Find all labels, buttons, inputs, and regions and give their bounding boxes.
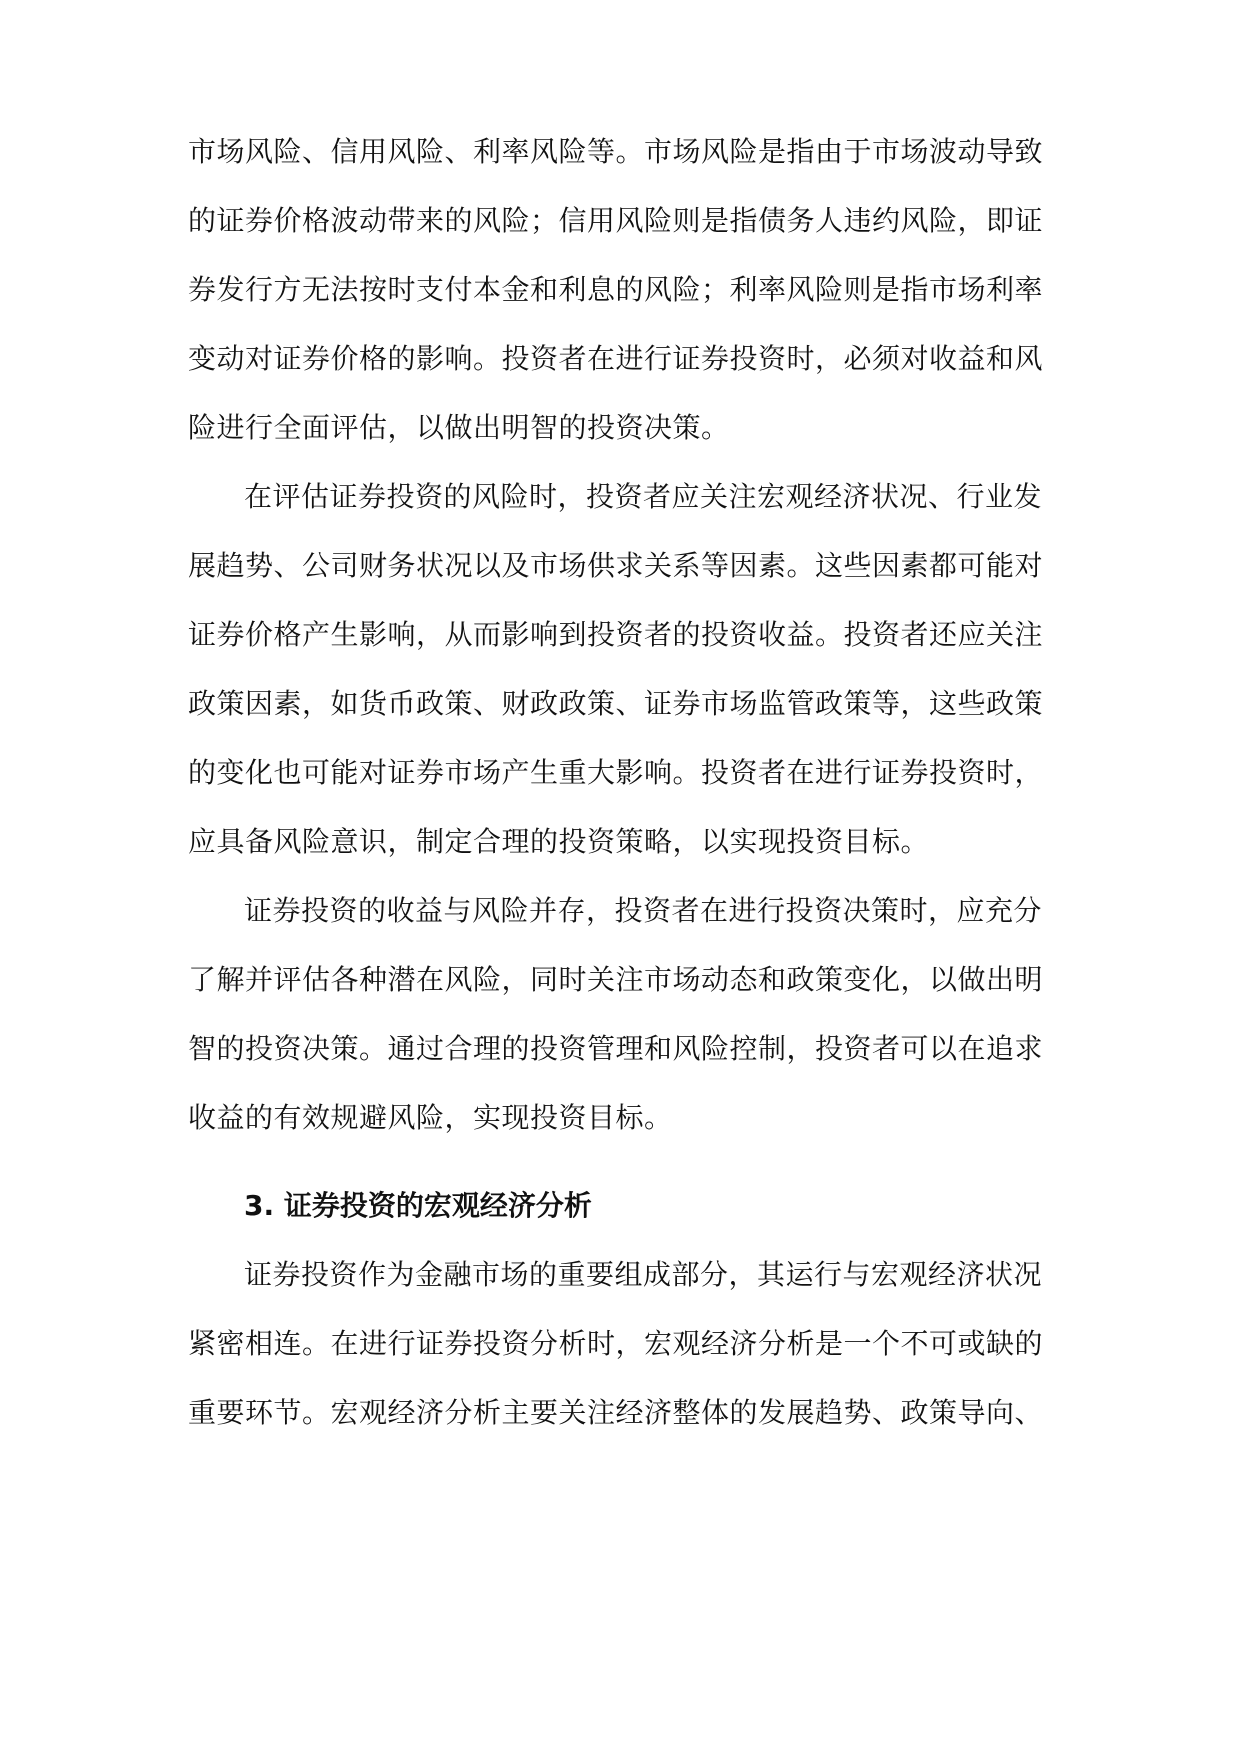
paragraph-line: 券发行方无法按时支付本金和利息的风险；利率风险则是指市场利率 [188, 273, 1044, 306]
paragraph-line: 智的投资决策。通过合理的投资管理和风险控制，投资者可以在追求 [188, 1032, 1044, 1065]
paragraph-line: 展趋势、公司财务状况以及市场供求关系等因素。这些因素都可能对 [188, 549, 1044, 582]
paragraph-line: 在评估证券投资的风险时，投资者应关注宏观经济状况、行业发 [244, 480, 1043, 513]
section-heading: 3. 证券投资的宏观经济分析 [244, 1189, 592, 1222]
paragraph-line: 变动对证券价格的影响。投资者在进行证券投资时，必须对收益和风 [188, 342, 1044, 375]
paragraph-line: 的变化也可能对证券市场产生重大影响。投资者在进行证券投资时， [188, 756, 1044, 789]
paragraph-line: 收益的有效规避风险，实现投资目标。 [188, 1101, 673, 1134]
paragraph-line: 政策因素，如货币政策、财政政策、证券市场监管政策等，这些政策 [188, 687, 1044, 720]
paragraph-line: 应具备风险意识，制定合理的投资策略，以实现投资目标。 [188, 825, 930, 858]
paragraph-line: 了解并评估各种潜在风险，同时关注市场动态和政策变化，以做出明 [188, 963, 1044, 996]
paragraph-line: 证券价格产生影响，从而影响到投资者的投资收益。投资者还应关注 [188, 618, 1044, 651]
paragraph-line: 险进行全面评估，以做出明智的投资决策。 [188, 411, 730, 444]
paragraph-line: 证券投资作为金融市场的重要组成部分，其运行与宏观经济状况 [244, 1258, 1043, 1291]
paragraph-line: 证券投资的收益与风险并存，投资者在进行投资决策时，应充分 [244, 894, 1043, 927]
paragraph-line: 的证券价格波动带来的风险；信用风险则是指债务人违约风险，即证 [188, 204, 1044, 237]
paragraph-line: 市场风险、信用风险、利率风险等。市场风险是指由于市场波动导致 [188, 135, 1044, 168]
paragraph-line: 紧密相连。在进行证券投资分析时，宏观经济分析是一个不可或缺的 [188, 1327, 1044, 1360]
paragraph-line: 重要环节。宏观经济分析主要关注经济整体的发展趋势、政策导向、 [188, 1396, 1044, 1429]
